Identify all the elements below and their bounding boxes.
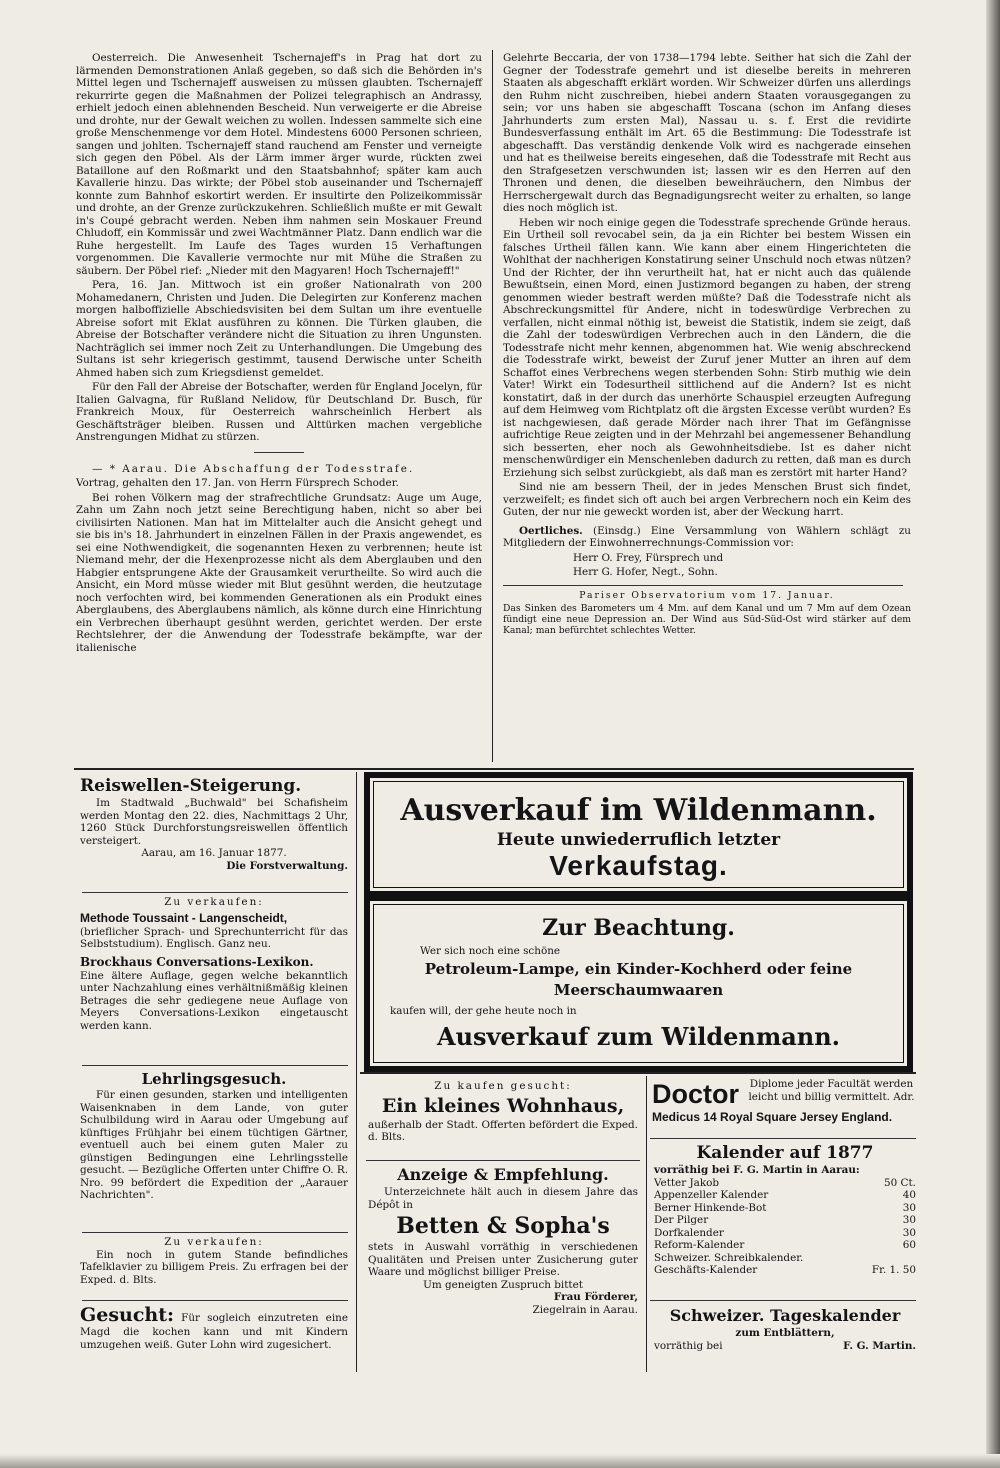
wohnhaus-text: außerhalb der Stadt. Offerten befördert die Exped. d. Blts.	[368, 1118, 638, 1143]
zu-verkaufen-heading: Zu verkaufen:	[164, 896, 264, 908]
tageskalender-ad	[654, 1305, 916, 1352]
oertliches-heading: Oertliches.	[519, 524, 583, 537]
gesucht-text: Für sogleich einzutreten eine Magd die kochen kann und mit Kindern umzugehen weiß. Guter Lohn wird zugesichert.	[80, 1312, 348, 1351]
methode-ad	[80, 896, 348, 1032]
candidate-name: Herr G. Hofer, Negt., Sohn.	[573, 566, 718, 578]
kalender-extra-row: Geschäfts-Kalender Fr. 1. 50	[654, 1264, 916, 1276]
ad-divider	[82, 892, 348, 893]
beccaria-text: Gelehrte Beccaria, der von 1738—1794 lebte. Seither hat sich die Zahl der Gegner der Todesstrafe gemehrt und ist dieselbe bereits in mehreren Staaten als abgeschafft erklärt worden. Wir Schweizer dürfen uns allerdings den Ruhm nicht zuschreiben, hiebei andern Staaten vorausgegangen zu sein; vor uns haben sie abgeschafft Toscana (schon im Anfang dieses Jahrhunderts zum ersten Mal), Nassau u. s. f. Erst die revidirte Bundesverfassung enthält im Art. 65 die Bestimmung: Die Todesstrafe ist abgeschafft. Das verständig denkende Volk wird es nachgerade einsehen und hat es theilweise bereits eingesehen, daß die Todesstrafe mit Recht aus den Strafgesetzen verschwunden ist; lassen wir es den Herren auf den Thronen und denen, die dieselben beweihräuchern, den Nimbus der Herrschergewalt durch das Begnadigungsrecht weiter zu erhalten, so lange dies noch möglich ist.	[503, 52, 911, 214]
ads-mid-rule	[360, 1072, 916, 1074]
list-item: Appenzeller Kalender 40	[654, 1189, 916, 1201]
oertliches-paragraph	[503, 525, 911, 550]
article-divider	[254, 452, 304, 453]
ad-divider	[82, 1232, 348, 1233]
lehrling-ad	[80, 1070, 348, 1202]
tafelklavier-text: Ein noch in gutem Stande befindliches Tafelklavier zu billigem Preis. Zu erfragen bei der Exped. d. Blts.	[80, 1248, 348, 1286]
betten-text: stets in Auswahl vorräthig in verschiedenen Qualitäten und Preisen unter Zusicherung guter Waare und möglichst billiger Preise.	[368, 1241, 638, 1278]
wildenmann-title: Ausverkauf im Wildenmann.	[400, 793, 877, 828]
betten-signature: Frau Förderer,	[553, 1291, 638, 1303]
oertliches-text: (Einsdg.) Eine Versammlung von Wählern schlägt zu Mitgliedern der Einwohnerrechnungs-Commission vor:	[503, 524, 911, 549]
conclusion-text: Sind nie am bessern Theil, der in jedes Menschen Brust sich findet, verzweifelt; es findet sich oft auch bei argen Verbrechern noch ein Keim des Guten, der nur nie geweckt worden ist, aber der Weckung harrt.	[503, 481, 911, 518]
beachtung-title: Zur Beachtung.	[542, 915, 735, 941]
tafelklavier-ad	[80, 1236, 348, 1286]
doctor-text: Diplome jeder Facultät werden leicht und billig vermittelt. Adr.	[748, 1078, 915, 1103]
austria-article: Oesterreich. Die Anwesenheit Tschernajeff's in Prag hat dort zu lärmenden Demonstrationen Anlaß gegeben, so daß sich die Behörden in's Mittel legen und Tschernajeff ausweisen zu müssen glaubten. Tschernajeff rekurrirte gegen die Maßnahmen der Polizei telegraphisch an Andrassy, erhielt jedoch einen ablehnenden Bescheid. Nun verweigerte er die Abreise und drohte, nur der Gewalt weichen zu wollen. Indessen sammelte sich eine große Menschenmenge vor dem Hotel. Mindestens 6000 Personen schrieen, sangen und johlten. Tschernajeff stand rauchend am Fenster und verneigte sich gegen den Pöbel. Als der Lärm immer ärger wurde, rückten zwei Bataillone auf den Roßmarkt und den Staatsbahnhof; später kam auch Kavallerie hinzu. Das wirkte; der Pöbel stob auseinander und Tschernajeff konnte zum Bahnhof eskortirt werden. Er insultirte den Polizeikommissär und drohte, an der Grenze zurückzukehren. Schließlich mußte er mit Gewalt in's Coupé gebracht werden. Neben ihm nahmen sein Moskauer Freund Chludoff, ein Kommissär und zwei Wachtmänner Platz. Dann endlich war die Ruhe hergestellt. Im Laufe des Tages wurden 15 Verhaftungen vorgenommen. Die Kavallerie vermochte nur mit Mühe die Straßen zu säubern. Der Pöbel rief: „Nieder mit den Magyaren! Hoch Tschernajeff!"	[76, 52, 482, 277]
tageskalender-signature: F. G. Martin.	[843, 1339, 916, 1352]
doctor-ad	[652, 1078, 916, 1125]
pera-article: Pera, 16. Jan. Mittwoch ist ein großer Nationalrath von 200 Mohamedanern, Christen und Juden. Die Delegirten zur Konferenz machen morgen halboffizielle Abschiedsvisiten bei dem Sultan um ihre eventuelle Abreise sofort mit Eklat ausführen zu können. Die Türken glauben, die Abreise der Botschafter verändere nicht die Situation zu ihren Ungunsten. Nachträglich sei immer noch Zeit zu Unterhandlungen. Die Umgebung des Sultans ist sehr kriegerisch gestimmt, tausend Derwische unter Scheith Ahmed haben sich zum Kriegsdienst gemeldet.	[76, 279, 482, 379]
reasons-text: Heben wir noch einige gegen die Todesstrafe sprechende Gründe heraus. Ein Urtheil soll revocabel sein, da ja ein Richter bei bestem Wissen ein falsches Urtheil fällen kann. Wie kann aber einem Hingerichteten die Wohlthat der nachherigen Konstatirung seiner Unschuld noch etwas nützen? Und der Richter, der ihn verurtheilt hat, hat er nicht auch das quälende Bewußtsein, einen Mord, einen Justizmord begangen zu haben, der streng genommen wieder bestraft werden müßte? Daß die Todesstrafe nicht als Abschreckungsmittel für Andere, nicht in todeswürdige Verbrechen zu verfallen, nicht einmal nöthig ist, beweist die Statistik, indem sie zeigt, daß die Zahl der todeswürdigen Verbrechen auch in den Ländern, die die Todesstrafe nicht mehr kennen, abgenommen hat. Wie wenig abschreckend die Todesstrafe wirkt, beweist der Zuruf jener Mutter an ihren auf dem Schaffot eines Verbrechens wegen sterbenden Sohn: Stirb muthig wie dein Vater! Wirkt ein Todesurtheil sittlichend auf die Andern? Ist es nicht konstatirt, daß in der durch das unerhörte Schauspiel erzeugten Aufregung auf dem Heimweg vom Richtplatz oft die ärgsten Excesse verübt wurden? Es ist nachgewiesen, daß gerade Mörder nach ihrer That im Gefängnisse aufrichtige Reue zeigten und in der Mehrzahl bei angemessener Behandlung sich besserten, eher noch als Gewohnheitsdiebe. Ist es daher nicht menschenwürdiger ein Menschenleben dadurch zu retten, daß man es durch Erziehung sich selbst zurückgiebt, als daß man es zerstört mit harter Hand?	[503, 216, 911, 479]
methode-text: (brieflicher Sprach- und Sprechunterricht für das Selbststudium). Englisch. Ganz neu.	[80, 925, 348, 950]
beachtung-intro: Wer sich noch eine schöne	[420, 945, 561, 957]
ad-divider	[82, 1300, 348, 1301]
zu-verkaufen-heading: Zu verkaufen:	[164, 1236, 264, 1248]
list-item: Dorfkalender 30	[654, 1226, 916, 1239]
gesucht-ad	[80, 1304, 348, 1351]
ad-divider	[366, 1160, 640, 1161]
column-divider	[492, 50, 493, 762]
doctor-title: Doctor	[652, 1079, 739, 1109]
ads-column-divider	[356, 772, 357, 1372]
beachtung-footer: Ausverkauf zum Wildenmann.	[436, 1022, 841, 1051]
list-item: Berner Hinkende-Bot 30	[654, 1201, 916, 1214]
doctor-address: Medicus 14 Royal Square Jersey England.	[652, 1110, 893, 1124]
tageskalender-subtitle: zum Entblättern,	[735, 1327, 835, 1339]
anzeige-text: Unterzeichnete hält auch in diesem Jahre das Dépôt in	[368, 1186, 638, 1211]
betten-thanks: Um geneigten Zuspruch bittet	[423, 1278, 583, 1291]
gesucht-title: Gesucht:	[80, 1304, 174, 1326]
verkaufstag-heading: Verkaufstag.	[549, 850, 728, 881]
brockhaus-title: Brockhaus Conversations-Lexikon.	[80, 954, 314, 969]
kalender-extra: Schweizer. Schreibkalender.	[654, 1251, 804, 1264]
list-item: Reform-Kalender 60	[654, 1239, 916, 1251]
kalender-price-list	[654, 1177, 916, 1252]
kalender-title: Kalender auf 1877	[696, 1143, 874, 1163]
lehrling-title: Lehrlingsgesuch.	[141, 1070, 287, 1088]
wildenmann-subtitle: Heute unwiederruflich letzter	[496, 830, 781, 850]
methode-title: Methode Toussaint - Langenscheidt,	[80, 910, 288, 925]
tageskalender-title: Schweizer. Tageskalender	[669, 1306, 901, 1325]
ad-divider	[650, 1300, 916, 1301]
betten-address: Ziegelrain in Aarau.	[532, 1303, 638, 1316]
left-column	[76, 52, 482, 656]
reiswellen-title: Reiswellen-Steigerung.	[80, 776, 302, 796]
wohnhaus-ad	[368, 1080, 638, 1144]
zu-kaufen-heading: Zu kaufen gesucht:	[434, 1080, 572, 1092]
beachtung-products: Petroleum-Lampe, ein Kinder-Kochherd oder feine Meerschaumwaaren	[424, 960, 853, 999]
wildenmann-ad	[364, 772, 913, 897]
ads-column-divider	[646, 1076, 647, 1372]
reiswellen-date: Aarau, am 16. Januar 1877.	[141, 847, 287, 859]
betten-title: Betten & Sopha's	[396, 1213, 610, 1239]
pera-article-continued: Für den Fall der Abreise der Botschafter, werden für England Jocelyn, für Italien Galvagna, für Rußland Nelidow, für Deutschland Dr. Busch, für Frankreich Moux, für Oesterreich wahrscheinlich Herbert als Geschäftsträger bleiben. Russen und Alttürken machen vergebliche Anstrengungen Midhat zu stürzen.	[76, 381, 482, 443]
ads-top-rule	[74, 768, 914, 770]
kalender-subtitle: vorräthig bei F. G. Martin in Aarau:	[654, 1164, 860, 1176]
reiswellen-text: Im Stadtwald „Buchwald" bei Schafisheim werden Montag den 22. dies, Nachmittags 2 Uhr, 1260 Stück Durchforstungsreiswellen öffentlich versteigert.	[80, 797, 348, 847]
kalender-ad	[654, 1142, 916, 1277]
aarau-article-heading: — * Aarau. Die Abschaffung der Todesstrafe.	[92, 462, 415, 475]
page-edge	[986, 0, 1000, 1468]
wohnhaus-title: Ein kleines Wohnhaus,	[381, 1094, 625, 1117]
reiswellen-signature: Die Forstverwaltung.	[226, 859, 348, 872]
list-item: Vetter Jakob 50 Ct.	[654, 1176, 916, 1189]
reiswellen-ad	[80, 775, 348, 872]
brockhaus-text: Eine ältere Auflage, gegen welche bekanntlich unter Nachzahlung eines verhältnißmäßig kleinen Betrages die sehr gediegene neue Auflage von Meyers Conversations-Lexikon eingetauscht werden kann.	[80, 969, 348, 1032]
anzeige-title: Anzeige & Empfehlung.	[397, 1165, 609, 1184]
beachtung-text: kaufen will, der gehe heute noch in	[390, 1005, 577, 1017]
lehrling-text: Für einen gesunden, starken und intelligenten Waisenknaben in dem Lande, von guter Schulbildung wird in Aarau oder Umgebung auf künftiges Frühjahr bei einem tüchtigen Gärtner, eventuell auch bei einem guten Maler zu günstigen Bedingungen eine Lehrlingsstelle gesucht. — Bezügliche Offerten unter Chiffre O. R. Nro. 99 befördert die Expedition der „Aarauer Nachrichten".	[80, 1089, 348, 1201]
aarau-article-subheading: Vortrag, gehalten den 17. Jan. von Herrn Fürsprech Schoder.	[76, 477, 399, 489]
observatory-text: Das Sinken des Barometers um 4 Mm. auf dem Kanal und um 7 Mm auf dem Ozean fündigt eine neue Depression an. Der Wind aus Süd-Süd-Ost wird stärker auf dem Kanal; man befürchtet schlechtes Wetter.	[503, 602, 911, 636]
beachtung-ad	[364, 895, 913, 1072]
page-bottom-edge	[0, 1454, 1000, 1468]
betten-ad	[368, 1164, 638, 1316]
tageskalender-by: vorräthig bei	[654, 1339, 723, 1352]
ad-divider	[82, 1065, 348, 1066]
observatory-heading: Pariser Observatorium vom 17. Januar.	[579, 589, 835, 601]
aarau-article-text: Bei rohen Völkern mag der strafrechtliche Grundsatz: Auge um Auge, Zahn um Zahn noch jetzt seine Berechtigung haben, nicht so aber bei civilisirten Nationen. Man hat im Mittelalter auch die Ansicht gehegt und sie bis in's 18. Jahrhundert in einzelnen Fällen in der Praxis angewendet, es sei eine Nothwendigkeit, die sogenannten Hexen zu verbrennen; heute ist Niemand mehr, der die Hexenprozesse nicht als dem Aberglauben und den Habgier entsprungene Akte der Grausamkeit verurtheilte. So wird auch die Ansicht, ein Mord müsse wieder mit Blut gesühnt werden, die heutzutage noch verfochten wird, bei kommenden Generationen als ein Produkt eines Aberglaubens, des Aberglaubens nämlich, als könne durch eine Hinrichtung ein Verbrechen überhaupt gesühnt werden, gerichtet werden. Der erste Rechtslehrer, der die Anwendung der Todesstrafe bekämpfte, war der italienische	[76, 491, 482, 654]
ad-divider	[650, 1138, 916, 1139]
observatory-divider	[503, 585, 903, 586]
right-column	[503, 52, 911, 638]
list-item: Der Pilger 30	[654, 1214, 916, 1226]
candidate-name: Herr O. Frey, Fürsprech und	[573, 551, 724, 564]
